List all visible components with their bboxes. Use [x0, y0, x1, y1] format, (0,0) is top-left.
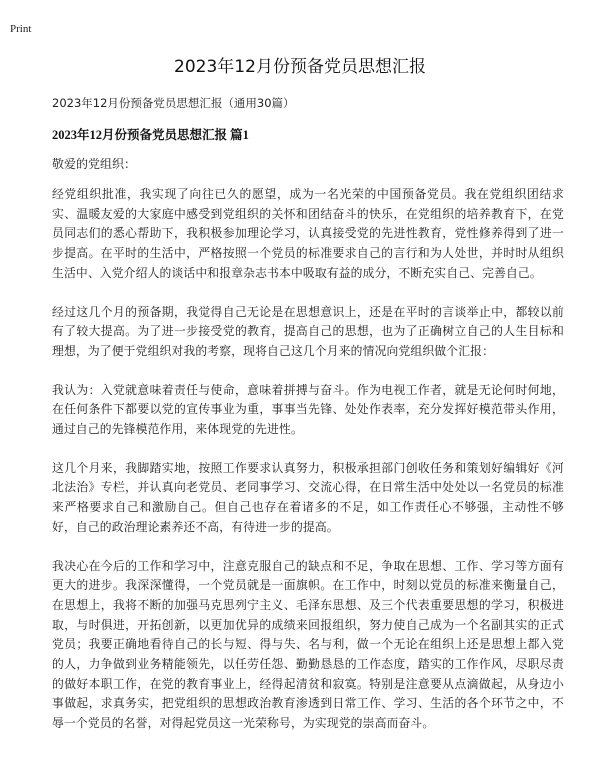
article-body — [52, 185, 564, 753]
paragraph: 经党组织批准，我实现了向往已久的愿望，成为一名光荣的中国预备党员。我在党组织团结求实、温暖友爱的大家庭中感受到党组织的关怀和团结奋斗的快乐，在党组织的培养教育下，在党员同志们的悉心帮助下，我积极参加理论学习，认真接受党的先进性教育，党性修养得到了进一步提高。在平时的生活中，严格按照一个党员的标准要求自己的言行和为人处世，并时时从组织生活中、入党介绍人的谈话中和报章杂志书本中吸取有益的成分，不断充实自己、完善自己。 — [52, 187, 564, 280]
paragraph: 我决心在今后的工作和学习中，注意克服自己的缺点和不足，争取在思想、工作、学习等方面有更大的进步。我深深懂得，一个党员就是一面旗帜。在工作中，时刻以党员的标准来衡量自己，在思想上，我将不断的加强马克思列宁主义、毛泽东思想、及三个代表重要思想的学习，积极进取，与时俱进，开拓创新，以更加优异的成绩来回报组织，努力使自己成为一个名副其实的正式党员；我要正确地看待自己的长与短、得与失、名与利，做一个无论在组织上还是思想上都入党的人，力争做到业务精能领先，以任劳任怨、勤勤恳恳的工作态度，踏实的工作作风，尽职尽责的做好本职工作，在党的教育事业上，经得起清贫和寂寞。特别是注意要从点滴做起，从身边小事做起，求真务实，把党组织的思想政治教育渗透到日常工作、学习、生活的各个环节之中，不辱一个党员的名誉，对得起党员这一光荣称号，为实现党的崇高而奋斗。 — [52, 558, 564, 731]
page-title: 2023年12月份预备党员思想汇报 — [174, 57, 426, 77]
salutation: 敬爱的党组织： — [52, 157, 137, 171]
document-subtitle: 2023年12月份预备党员思想汇报（通用30篇） — [52, 96, 295, 110]
paragraph: 我认为：入党就意味着责任与使命，意味着拼搏与奋斗。作为电视工作者，就是无论何时何地，在任何条件下都要以党的宣传事业为重，事事当先锋、处处作表率，充分发挥好模范带头作用，通过自己的先锋模范作用，来体现党的先进性。 — [52, 382, 564, 437]
paragraph: 这几个月来，我脚踏实地，按照工作要求认真努力，积极承担部门创收任务和策划好编辑好《河北法治》专栏，并认真向老党员、老同事学习、交流心得，在日常生活中处处以一名党员的标准来严格要求自己和激励自己。但自己也存在着诸多的不足，如工作责任心不够强，主动性不够好，自己的政治理论素养还不高，有待进一步的提高。 — [52, 460, 564, 534]
section-heading: 2023年12月份预备党员思想汇报 篇1 — [52, 128, 249, 142]
paragraph: 经过这几个月的预备期，我觉得自己无论是在思想意识上，还是在平时的言谈举止中，都较以前有了较大提高。为了进一步接受党的教育，提高自己的思想，也为了正确树立自己的人生目标和理想，为了便于党组织对我的考察，现将自己这几个月来的情况向党组织做个汇报： — [52, 304, 564, 358]
print-link[interactable]: Print — [10, 23, 32, 35]
